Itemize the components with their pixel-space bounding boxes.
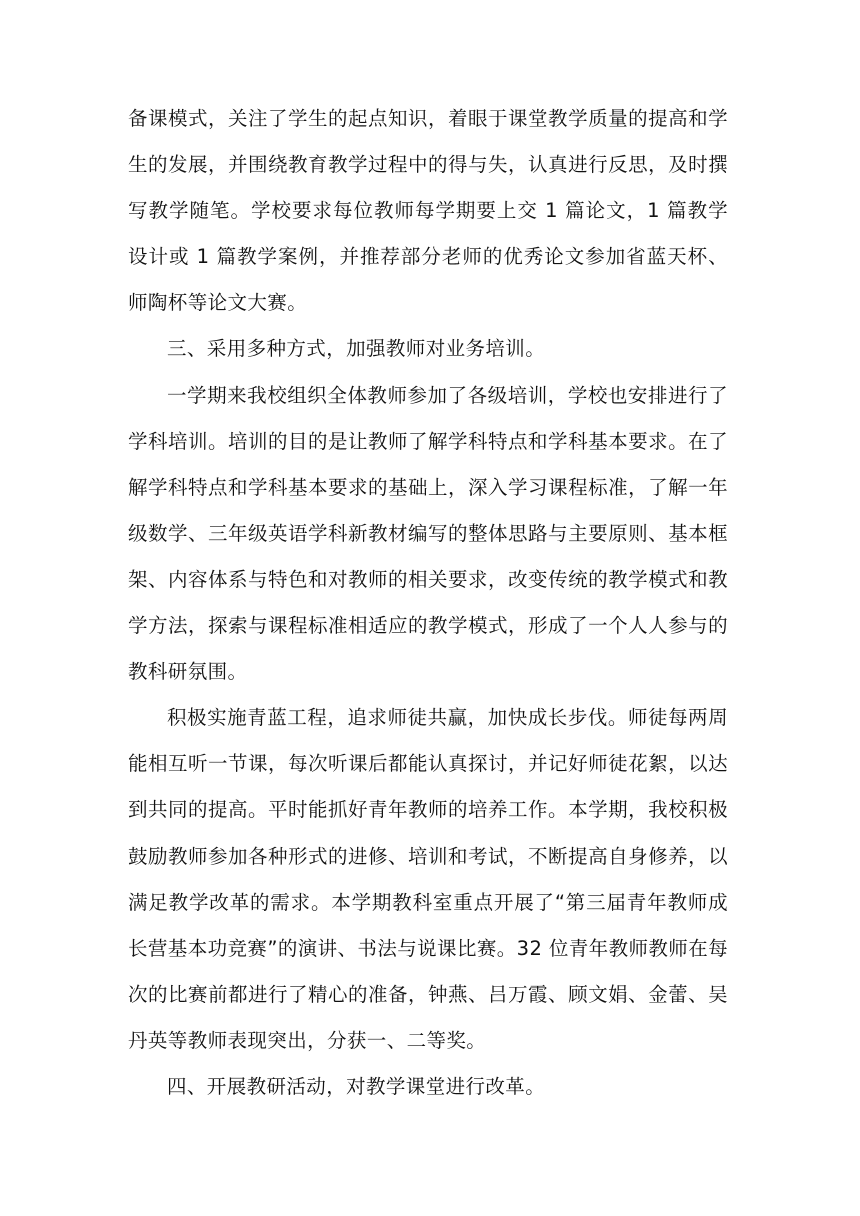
paragraph-training: 一学期来我校组织全体教师参加了各级培训，学校也安排进行了学科培训。培训的目的是让教师了解学科特点和学科基本要求。在了解学科特点和学科基本要求的基础上，深入学习课程标准，了解一年级数学、三年级英语学科新教材编写的整体思路与主要原则、基本框架、内容体系与特色和对教师的相关要求，改变传统的教学模式和教学方法，探索与课程标准相适应的教学模式，形成了一个人人参与的教科研氛围。 <box>128 383 728 684</box>
section-heading-training: 三、采用多种方式，加强教师对业务培训。 <box>167 337 546 361</box>
paragraph-mentorship: 积极实施青蓝工程，追求师徒共赢，加快成长步伐。师徒每两周能相互听一节课，每次听课后都能认真探讨，并记好师徒花絮，以达到共同的提高。平时能抓好青年教师的培养工作。本学期，我校积极鼓励教师参加各种形式的进修、培训和考试，不断提高自身修养，以满足教学改革的需求。本学期教科室重点开展了“第三届青年教师成长营基本功竞赛”的演讲、书法与说课比赛。32 位青年教师教师在每次的比赛前都进行了精心的准备，钟燕、吕万霞、顾文娟、金蕾、吴丹英等教师表现突出，分获一、二等奖。 <box>128 706 728 1052</box>
paragraph-lesson-prep: 备课模式，关注了学生的起点知识，着眼于课堂教学质量的提高和学生的发展，并围绕教育教学过程中的得与失，认真进行反思，及时撰写教学随笔。学校要求每位教师每学期要上交 1 篇论文，1 篇教学设计或 1 篇教学案例，并推荐部分老师的优秀论文参加省蓝天杯、师陶杯等论文大赛。 <box>128 107 728 315</box>
document-body <box>128 96 728 1110</box>
section-heading-research: 四、开展教研活动，对教学课堂进行改革。 <box>167 1074 546 1098</box>
